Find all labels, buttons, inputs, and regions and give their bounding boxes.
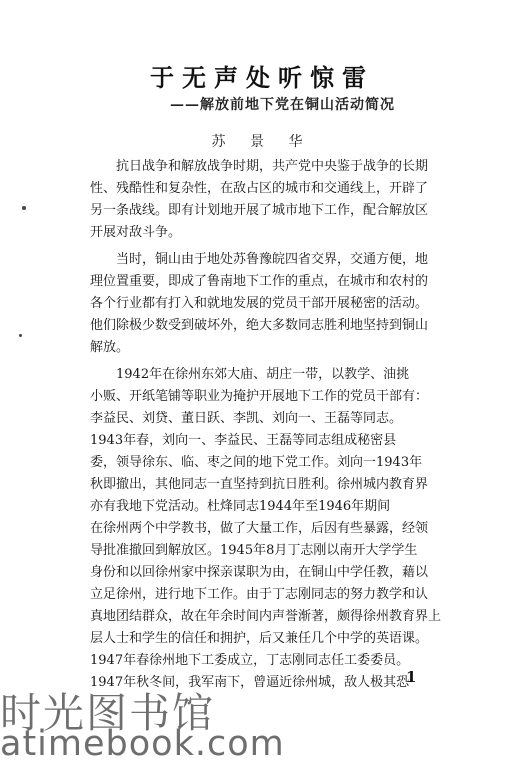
watermark-title: 时光图书馆 xyxy=(0,689,215,737)
body-line: 亦有我地下党活动。杜烽同志1944年至1946年期间 xyxy=(90,499,391,514)
body-line: 1947年春徐州地下工委成立，丁志刚同志任工委委员。 xyxy=(90,653,410,668)
scan-speck xyxy=(22,206,26,210)
body-line: 他们除极少数受到破坏外，绝大多数同志胜利地坚持到铜山 xyxy=(90,318,429,333)
page-number: 1 xyxy=(406,668,417,686)
body-line: 李益民、刘贷、董日跃、李凯、刘向一、王磊等同志。 xyxy=(90,411,403,426)
body-line: 当时，铜山由于地处苏鲁豫皖四省交界，交通方便，地 xyxy=(116,252,429,267)
body-line: 层人士和学生的信任和拥护，后又兼任几个中学的英语课。 xyxy=(90,631,429,646)
body-line: 各个行业都有打入和就地发展的党员干部开展秘密的活动。 xyxy=(90,296,429,311)
article-author: 苏 景 华 xyxy=(211,134,313,150)
body-line: 开展对敌斗争。 xyxy=(90,225,182,240)
body-line: 抗日战争和解放战争时期，共产党中央鉴于战争的长期 xyxy=(116,159,429,174)
body-line: 导批准撤回到解放区。1945年8月丁志刚以南开大学学生 xyxy=(90,543,418,558)
body-line: 真地团结群众，故在年余时间内声誉渐著，颇得徐州教育界上 xyxy=(90,609,442,624)
scan-speck xyxy=(19,334,22,337)
article-title: 于无声处听惊雷 xyxy=(150,63,374,92)
body-line: 理位置重要，即成了鲁南地下工作的重点，在城市和农村的 xyxy=(90,274,429,289)
article-subtitle: ——解放前地下党在铜山活动简况 xyxy=(170,97,395,113)
body-line: 1943年春，刘向一、李益民、王磊等同志组成秘密县 xyxy=(90,433,397,448)
body-line: 委，领导徐东、临、枣之间的地下党工作。刘向一1943年 xyxy=(90,455,423,470)
body-line: 另一条战线。即有计划地开展了城市地下工作，配合解放区 xyxy=(90,203,429,218)
body-line: 1942年在徐州东郊大庙、胡庄一带，以教学、油挑 xyxy=(116,367,410,382)
body-line: 身份和以回徐州家中探亲谋职为由，在铜山中学任教，藉以 xyxy=(90,565,429,580)
body-line: 在徐州两个中学教书，做了大量工作，后因有些暴露，经领 xyxy=(90,521,429,536)
body-line: 解放。 xyxy=(90,340,130,355)
watermark-url: atimebook.com xyxy=(0,724,285,764)
body-line: 立足徐州，进行地下工作。由于丁志刚同志的努力教学和认 xyxy=(90,587,429,602)
body-line: 1947年秋冬间，我军南下，曾逼近徐州城，敌人极其恐 xyxy=(90,675,410,690)
article-body xyxy=(90,156,460,694)
body-line: 秋即撤出，其他同志一直坚持到抗日胜利。徐州城内教育界 xyxy=(90,477,429,492)
body-line: 小贩、开纸笔铺等职业为掩护开展地下工作的党员干部有： xyxy=(90,389,429,404)
body-line: 性、残酷性和复杂性，在敌占区的城市和交通线上，开辟了 xyxy=(90,181,429,196)
